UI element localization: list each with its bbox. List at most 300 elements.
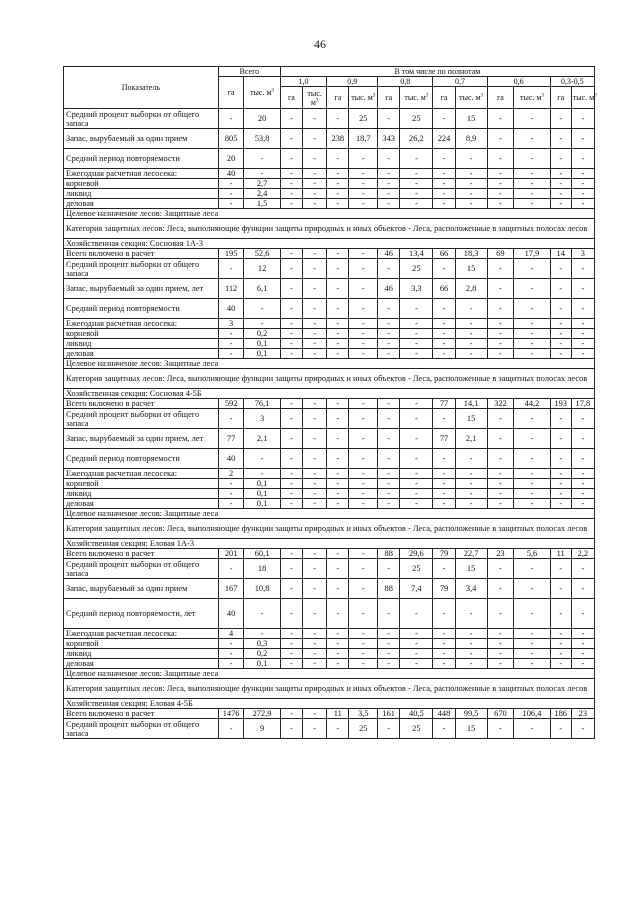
table-cell: - bbox=[302, 259, 326, 279]
table-cell: - bbox=[349, 339, 378, 349]
table-cell: - bbox=[487, 649, 514, 659]
table-cell: - bbox=[327, 549, 349, 559]
table-row bbox=[64, 559, 595, 579]
table-cell: - bbox=[514, 349, 551, 359]
table-cell: - bbox=[455, 349, 487, 359]
table-cell: - bbox=[487, 339, 514, 349]
header-completeness: 0,8 bbox=[378, 77, 433, 87]
row-label: корневой bbox=[64, 179, 219, 189]
table-cell: 195 bbox=[218, 249, 243, 259]
section-heading: Целевое назначение лесов: Защитные леса bbox=[64, 509, 595, 519]
table-cell: 17,9 bbox=[514, 249, 551, 259]
table-cell: - bbox=[280, 279, 302, 299]
table-cell: - bbox=[550, 409, 571, 429]
table-cell: - bbox=[433, 489, 455, 499]
table-cell: - bbox=[550, 579, 571, 599]
table-cell: - bbox=[378, 109, 400, 129]
table-cell: - bbox=[514, 109, 551, 129]
table-cell: - bbox=[550, 429, 571, 449]
table-cell: - bbox=[244, 319, 281, 329]
table-cell: - bbox=[571, 489, 594, 499]
table-cell: - bbox=[280, 649, 302, 659]
table-cell: - bbox=[514, 499, 551, 509]
table-cell: - bbox=[349, 649, 378, 659]
table-cell: - bbox=[487, 429, 514, 449]
table-cell: - bbox=[433, 149, 455, 169]
table-cell: - bbox=[400, 479, 433, 489]
table-row bbox=[64, 259, 595, 279]
table-cell: 0,1 bbox=[244, 489, 281, 499]
table-cell: - bbox=[378, 659, 400, 669]
table-cell: - bbox=[433, 479, 455, 489]
table-cell: - bbox=[280, 319, 302, 329]
table-cell: - bbox=[433, 199, 455, 209]
table-cell: - bbox=[487, 449, 514, 469]
table-cell: - bbox=[514, 339, 551, 349]
table-cell: - bbox=[218, 719, 243, 739]
table-row bbox=[64, 239, 595, 249]
table-cell: - bbox=[400, 499, 433, 509]
table-cell: - bbox=[550, 349, 571, 359]
table-cell: - bbox=[280, 109, 302, 129]
table-cell: 1,5 bbox=[244, 199, 281, 209]
table-cell: - bbox=[302, 449, 326, 469]
table-cell: - bbox=[433, 109, 455, 129]
table-row bbox=[64, 249, 595, 259]
header-unit-ha: га bbox=[433, 87, 455, 109]
table-cell: - bbox=[349, 579, 378, 599]
table-cell: - bbox=[327, 599, 349, 629]
table-cell: - bbox=[514, 469, 551, 479]
table-cell: 0,1 bbox=[244, 479, 281, 489]
table-cell: - bbox=[302, 329, 326, 339]
table-cell: - bbox=[571, 199, 594, 209]
table-cell: - bbox=[514, 299, 551, 319]
table-cell: - bbox=[280, 629, 302, 639]
table-cell: - bbox=[487, 659, 514, 669]
table-cell: - bbox=[349, 399, 378, 409]
table-cell: - bbox=[280, 179, 302, 189]
table-cell: - bbox=[378, 319, 400, 329]
table-row bbox=[64, 109, 595, 129]
table-cell: - bbox=[244, 599, 281, 629]
table-cell: - bbox=[378, 479, 400, 489]
section-heading: Целевое назначение лесов: Защитные леса bbox=[64, 669, 595, 679]
table-cell: 29,6 bbox=[400, 549, 433, 559]
table-cell: - bbox=[455, 449, 487, 469]
table-row bbox=[64, 149, 595, 169]
table-cell: - bbox=[400, 329, 433, 339]
table-cell: - bbox=[400, 649, 433, 659]
table-cell: - bbox=[280, 339, 302, 349]
table-cell: - bbox=[455, 189, 487, 199]
table-cell: - bbox=[487, 639, 514, 649]
table-cell: - bbox=[349, 559, 378, 579]
table-row bbox=[64, 129, 595, 149]
table-cell: - bbox=[349, 479, 378, 489]
table-cell: - bbox=[571, 559, 594, 579]
table-cell: - bbox=[455, 329, 487, 339]
table-cell: 18,3 bbox=[455, 249, 487, 259]
table-cell: 448 bbox=[433, 709, 455, 719]
table-row bbox=[64, 679, 595, 699]
table-cell: - bbox=[327, 199, 349, 209]
table-row bbox=[64, 669, 595, 679]
table-cell: - bbox=[550, 299, 571, 319]
table-cell: - bbox=[280, 299, 302, 319]
table-cell: - bbox=[433, 449, 455, 469]
table-cell: - bbox=[280, 499, 302, 509]
table-cell: 6,1 bbox=[244, 279, 281, 299]
table-cell: 53,8 bbox=[244, 129, 281, 149]
table-cell: - bbox=[378, 299, 400, 319]
table-cell: - bbox=[349, 449, 378, 469]
header-completeness: 0,9 bbox=[327, 77, 378, 87]
table-cell: - bbox=[218, 349, 243, 359]
table-cell: - bbox=[514, 199, 551, 209]
table-cell: - bbox=[571, 149, 594, 169]
table-cell: 22,7 bbox=[455, 549, 487, 559]
table-cell: - bbox=[302, 469, 326, 479]
table-cell: - bbox=[571, 429, 594, 449]
row-label: Всего включено в расчет bbox=[64, 399, 219, 409]
table-cell: - bbox=[280, 249, 302, 259]
table-row bbox=[64, 629, 595, 639]
table-cell: - bbox=[433, 329, 455, 339]
table-cell: 77 bbox=[218, 429, 243, 449]
table-cell: - bbox=[550, 169, 571, 179]
row-label: Средний период повторяемости bbox=[64, 299, 219, 319]
table-row bbox=[64, 599, 595, 629]
table-cell: 15 bbox=[455, 559, 487, 579]
table-cell: - bbox=[378, 559, 400, 579]
table-cell: - bbox=[400, 179, 433, 189]
table-row bbox=[64, 539, 595, 549]
table-cell: - bbox=[302, 579, 326, 599]
table-cell: 25 bbox=[400, 259, 433, 279]
table-cell: 25 bbox=[400, 719, 433, 739]
table-cell: - bbox=[514, 629, 551, 639]
table-cell: - bbox=[244, 149, 281, 169]
table-cell: - bbox=[455, 469, 487, 479]
table-cell: - bbox=[349, 169, 378, 179]
page-number: 46 bbox=[314, 37, 326, 51]
table-cell: - bbox=[571, 349, 594, 359]
table-cell: - bbox=[244, 169, 281, 179]
table-row bbox=[64, 349, 595, 359]
row-label: Средний процент выборки от общего запаса bbox=[64, 719, 219, 739]
table-cell: - bbox=[349, 409, 378, 429]
table-cell: 0,1 bbox=[244, 659, 281, 669]
table-cell: - bbox=[571, 659, 594, 669]
table-cell: - bbox=[378, 489, 400, 499]
table-cell: - bbox=[378, 189, 400, 199]
table-cell: - bbox=[400, 299, 433, 319]
table-cell: 76,1 bbox=[244, 399, 281, 409]
table-cell: - bbox=[280, 549, 302, 559]
table-cell: - bbox=[433, 639, 455, 649]
table-cell: - bbox=[378, 199, 400, 209]
section-heading: Хозяйственная секция: Сосновая 4-5Б bbox=[64, 389, 595, 399]
table-cell: - bbox=[327, 329, 349, 339]
table-cell: - bbox=[244, 449, 281, 469]
table-row bbox=[64, 649, 595, 659]
table-cell: - bbox=[487, 599, 514, 629]
header-total-ha: га bbox=[218, 77, 243, 109]
table-cell: 272,9 bbox=[244, 709, 281, 719]
table-cell: - bbox=[349, 259, 378, 279]
table-cell: - bbox=[280, 489, 302, 499]
table-cell: - bbox=[327, 449, 349, 469]
table-cell: - bbox=[487, 259, 514, 279]
table-cell: 193 bbox=[550, 399, 571, 409]
table-cell: 60,1 bbox=[244, 549, 281, 559]
table-cell: - bbox=[327, 249, 349, 259]
table-cell: - bbox=[378, 349, 400, 359]
table-cell: - bbox=[433, 339, 455, 349]
table-cell: - bbox=[327, 559, 349, 579]
table-cell: - bbox=[514, 329, 551, 339]
table-cell: - bbox=[218, 409, 243, 429]
table-cell: - bbox=[400, 339, 433, 349]
table-cell: - bbox=[302, 319, 326, 329]
header-unit-volume: тыс. $м^3$ bbox=[349, 87, 378, 109]
table-cell: 592 bbox=[218, 399, 243, 409]
table-cell: - bbox=[487, 109, 514, 129]
table-cell: 224 bbox=[433, 129, 455, 149]
row-label: Всего включено в расчет bbox=[64, 249, 219, 259]
table-cell: - bbox=[280, 639, 302, 649]
table-cell: - bbox=[571, 499, 594, 509]
table-cell: - bbox=[280, 149, 302, 169]
table-cell: - bbox=[433, 169, 455, 179]
table-cell: 112 bbox=[218, 279, 243, 299]
table-cell: - bbox=[400, 429, 433, 449]
table-cell: - bbox=[378, 149, 400, 169]
header-unit-ha: га bbox=[327, 87, 349, 109]
table-cell: - bbox=[327, 479, 349, 489]
table-cell: - bbox=[349, 499, 378, 509]
table-cell: - bbox=[400, 149, 433, 169]
table-cell: - bbox=[218, 109, 243, 129]
table-cell: - bbox=[280, 719, 302, 739]
table-cell: - bbox=[327, 579, 349, 599]
table-cell: - bbox=[244, 469, 281, 479]
section-heading: Категория защитных лесов: Леса, выполняющие функции защиты природных и иных объектов - Леса, расположенные в защитных полосах лесов bbox=[64, 519, 595, 539]
row-label: Ежегодная расчетная лесосека: bbox=[64, 469, 219, 479]
table-cell: - bbox=[455, 599, 487, 629]
table-cell: 2,4 bbox=[244, 189, 281, 199]
table-cell: 7,4 bbox=[400, 579, 433, 599]
table-cell: - bbox=[302, 179, 326, 189]
table-cell: 4 bbox=[218, 629, 243, 639]
table-cell: - bbox=[378, 329, 400, 339]
table-cell: - bbox=[218, 259, 243, 279]
table-cell: - bbox=[302, 199, 326, 209]
row-label: Всего включено в расчет bbox=[64, 549, 219, 559]
table-cell: - bbox=[400, 629, 433, 639]
table-cell: - bbox=[571, 639, 594, 649]
table-cell: 15 bbox=[455, 409, 487, 429]
header-unit-volume: тыс. $м^3$ bbox=[514, 87, 551, 109]
table-cell: 2,7 bbox=[244, 179, 281, 189]
row-label: Запас, вырубаемый за один прием, лет bbox=[64, 279, 219, 299]
table-cell: - bbox=[514, 129, 551, 149]
table-cell: - bbox=[327, 639, 349, 649]
table-cell: - bbox=[349, 179, 378, 189]
table-cell: - bbox=[218, 559, 243, 579]
table-cell: - bbox=[487, 559, 514, 579]
table-cell: - bbox=[487, 299, 514, 319]
table-cell: - bbox=[433, 349, 455, 359]
table-cell: - bbox=[349, 279, 378, 299]
table-cell: - bbox=[280, 599, 302, 629]
table-cell: 18,7 bbox=[349, 129, 378, 149]
table-cell: - bbox=[433, 409, 455, 429]
table-cell: - bbox=[302, 719, 326, 739]
table-cell: - bbox=[378, 339, 400, 349]
section-heading: Хозяйственная секция: Сосновая 1А-3 bbox=[64, 239, 595, 249]
table-cell: 46 bbox=[378, 279, 400, 299]
table-cell: - bbox=[514, 429, 551, 449]
table-cell: - bbox=[218, 499, 243, 509]
table-cell: - bbox=[433, 629, 455, 639]
table-cell: - bbox=[280, 449, 302, 469]
row-label: Средний процент выборки от общего запаса bbox=[64, 559, 219, 579]
table-cell: - bbox=[433, 499, 455, 509]
table-cell: 66 bbox=[433, 249, 455, 259]
table-cell: - bbox=[514, 279, 551, 299]
table-cell: - bbox=[433, 189, 455, 199]
table-cell: 13,4 bbox=[400, 249, 433, 259]
table-cell: - bbox=[433, 719, 455, 739]
row-label: деловая bbox=[64, 199, 219, 209]
row-label: ликвид bbox=[64, 649, 219, 659]
table-cell: - bbox=[280, 559, 302, 579]
table-cell: - bbox=[571, 129, 594, 149]
table-cell: 79 bbox=[433, 579, 455, 599]
table-cell: - bbox=[487, 329, 514, 339]
table-row bbox=[64, 479, 595, 489]
table-row bbox=[64, 329, 595, 339]
row-label: ликвид bbox=[64, 339, 219, 349]
row-label: Запас, вырубаемый за один прием, лет bbox=[64, 429, 219, 449]
table-cell: - bbox=[218, 329, 243, 339]
table-cell: - bbox=[487, 319, 514, 329]
table-cell: - bbox=[378, 449, 400, 469]
header-completeness: 1,0 bbox=[280, 77, 326, 87]
table-cell: 11 bbox=[327, 709, 349, 719]
table-cell: - bbox=[487, 629, 514, 639]
table-cell: 3 bbox=[218, 319, 243, 329]
table-cell: - bbox=[280, 349, 302, 359]
table-cell: - bbox=[327, 429, 349, 449]
table-cell: - bbox=[571, 189, 594, 199]
table-cell: - bbox=[455, 179, 487, 189]
table-cell: 69 bbox=[487, 249, 514, 259]
table-cell: 20 bbox=[218, 149, 243, 169]
table-cell: 15 bbox=[455, 719, 487, 739]
header-indicator: Показатель bbox=[64, 67, 219, 109]
table-cell: - bbox=[378, 259, 400, 279]
table-cell: - bbox=[218, 199, 243, 209]
table-cell: - bbox=[218, 189, 243, 199]
table-cell: 5,6 bbox=[514, 549, 551, 559]
table-row bbox=[64, 719, 595, 739]
table-cell: - bbox=[349, 299, 378, 319]
table-cell: - bbox=[514, 449, 551, 469]
table-cell: - bbox=[400, 659, 433, 669]
table-cell: 46 bbox=[378, 249, 400, 259]
table-cell: 77 bbox=[433, 399, 455, 409]
table-cell: - bbox=[400, 489, 433, 499]
table-cell: 3 bbox=[244, 409, 281, 429]
table-cell: - bbox=[378, 469, 400, 479]
table-cell: - bbox=[550, 189, 571, 199]
table-cell: - bbox=[302, 279, 326, 299]
header-unit-volume: тыс. $м^3$ bbox=[455, 87, 487, 109]
table-cell: - bbox=[433, 319, 455, 329]
header-unit-ha: га bbox=[487, 87, 514, 109]
table-cell: - bbox=[487, 129, 514, 149]
table-cell: - bbox=[218, 339, 243, 349]
table-cell: - bbox=[302, 399, 326, 409]
table-cell: - bbox=[280, 709, 302, 719]
table-cell: - bbox=[455, 479, 487, 489]
table-cell: 161 bbox=[378, 709, 400, 719]
row-label: корневой bbox=[64, 329, 219, 339]
table-cell: - bbox=[571, 409, 594, 429]
table-cell: - bbox=[514, 489, 551, 499]
table-cell: - bbox=[514, 479, 551, 489]
table-cell: 343 bbox=[378, 129, 400, 149]
table-cell: - bbox=[571, 319, 594, 329]
table-cell: 2,8 bbox=[455, 279, 487, 299]
table-cell: - bbox=[550, 179, 571, 189]
table-cell: 3,3 bbox=[400, 279, 433, 299]
table-cell: 99,5 bbox=[455, 709, 487, 719]
section-heading: Целевое назначение лесов: Защитные леса bbox=[64, 209, 595, 219]
table-cell: - bbox=[400, 189, 433, 199]
table-cell: - bbox=[487, 499, 514, 509]
table-cell: - bbox=[302, 629, 326, 639]
table-cell: - bbox=[400, 349, 433, 359]
section-heading: Целевое назначение лесов: Защитные леса bbox=[64, 359, 595, 369]
table-cell: - bbox=[487, 199, 514, 209]
table-cell: - bbox=[433, 599, 455, 629]
table-cell: - bbox=[550, 149, 571, 169]
table-cell: - bbox=[514, 659, 551, 669]
table-cell: 3 bbox=[571, 249, 594, 259]
table-row bbox=[64, 519, 595, 539]
table-cell: - bbox=[302, 489, 326, 499]
table-cell: 2,2 bbox=[571, 549, 594, 559]
table-cell: - bbox=[302, 189, 326, 199]
table-cell: - bbox=[302, 709, 326, 719]
table-cell: - bbox=[218, 489, 243, 499]
table-cell: - bbox=[571, 179, 594, 189]
table-cell: - bbox=[571, 629, 594, 639]
table-cell: - bbox=[349, 549, 378, 559]
table-cell: - bbox=[487, 719, 514, 739]
table-cell: - bbox=[550, 629, 571, 639]
table-cell: 670 bbox=[487, 709, 514, 719]
table-cell: - bbox=[571, 599, 594, 629]
table-cell: 25 bbox=[349, 109, 378, 129]
table-row bbox=[64, 339, 595, 349]
table-cell: - bbox=[487, 409, 514, 429]
header-unit-ha: га bbox=[378, 87, 400, 109]
